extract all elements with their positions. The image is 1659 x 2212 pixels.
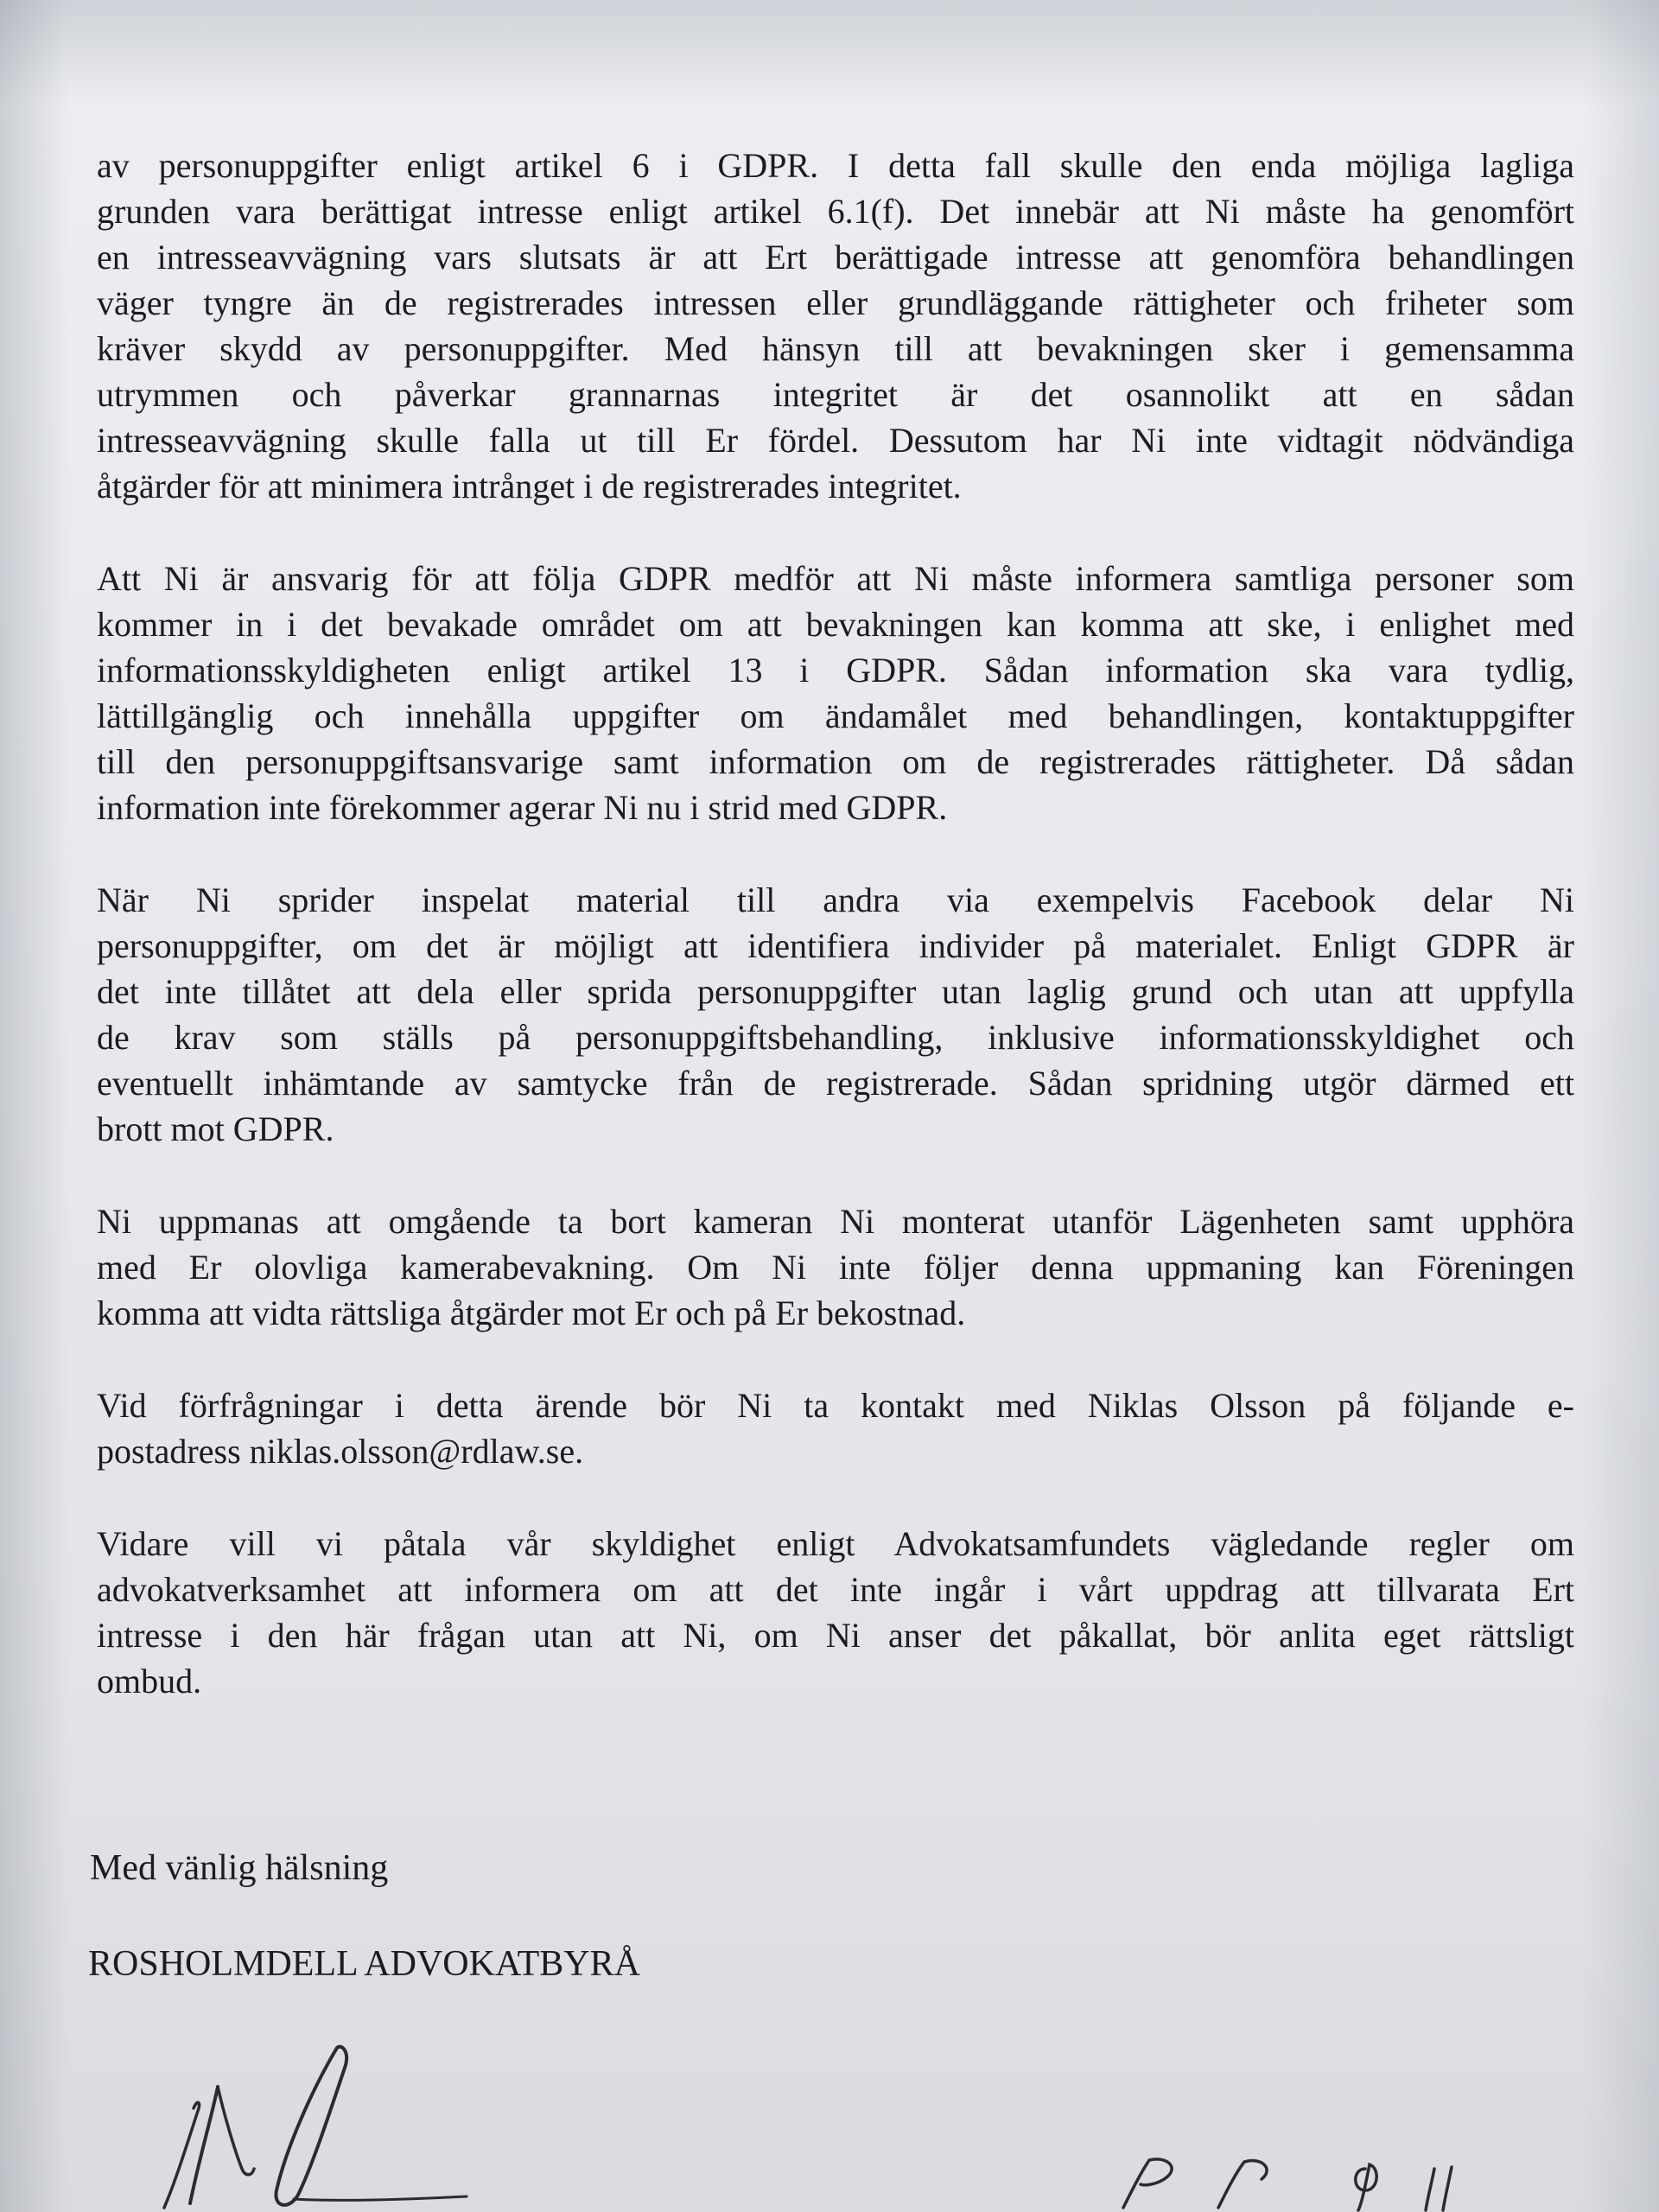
letter-paragraph <box>97 1198 1574 1336</box>
paragraph-line: eventuellt inhämtande av samtycke från de registrerade. Sådan spridning utgör därmed ett <box>97 1064 1574 1103</box>
paragraph-line: åtgärder för att minimera intrånget i de registrerades integritet. <box>97 467 962 505</box>
closing-greeting: Med vänlig hälsning <box>90 1848 389 1888</box>
paragraph-line: en intresseavvägning vars slutsats är att Ert berättigade intresse att genomföra behandlingen <box>97 238 1574 276</box>
letter-body <box>97 143 1574 1751</box>
paragraph-line: advokatverksamhet att informera om att det inte ingår i vårt uppdrag att tillvarata Ert <box>97 1570 1574 1609</box>
paragraph-line: med Er olovliga kamerabevakning. Om Ni inte följer denna uppmaning kan Föreningen <box>97 1248 1574 1287</box>
letter-paragraph <box>97 1521 1574 1704</box>
paragraph-line: kräver skydd av personuppgifter. Med hänsyn till att bevakningen sker i gemensamma <box>97 329 1574 368</box>
paragraph-line: personuppgifter, om det är möjligt att identifiera individer på materialet. Enligt GDPR är <box>97 926 1574 965</box>
paragraph-line: grunden vara berättigat intresse enligt artikel 6.1(f). Det innebär att Ni måste ha genomfört <box>97 192 1574 231</box>
letter-paragraph <box>97 1382 1574 1474</box>
paragraph-line: komma att vidta rättsliga åtgärder mot Er och på Er bekostnad. <box>97 1294 966 1332</box>
paragraph-line: kommer in i det bevakade området om att bevakningen kan komma att ske, i enlighet med <box>97 605 1574 644</box>
paragraph-line: postadress niklas.olsson@rdlaw.se. <box>97 1432 584 1471</box>
paragraph-line: Vidare vill vi påtala vår skyldighet enligt Advokatsamfundets vägledande regler om <box>97 1524 1574 1563</box>
paragraph-line: till den personuppgiftsansvarige samt information om de registrerades rättigheter. Då sådan <box>97 742 1574 781</box>
paragraph-line: Ni uppmanas att omgående ta bort kameran Ni monterat utanför Lägenheten samt upphöra <box>97 1202 1574 1241</box>
paper-shadow-top <box>0 0 1659 104</box>
law-firm-name: ROSHOLMDELL ADVOKATBYRÅ <box>88 1944 640 1984</box>
paragraph-line: Vid förfrågningar i detta ärende bör Ni ta kontakt med Niklas Olsson på följande e- <box>97 1386 1574 1425</box>
handwritten-initials <box>1106 2152 1503 2212</box>
paragraph-line: informationsskyldigheten enligt artikel 13 i GDPR. Sådan information ska vara tydlig, <box>97 651 1574 690</box>
paragraph-line: det inte tillåtet att dela eller sprida personuppgifter utan laglig grund och utan att uppfylla <box>97 972 1574 1011</box>
paragraph-line: information inte förekommer agerar Ni nu i strid med GDPR. <box>97 788 948 827</box>
paragraph-line: de krav som ställs på personuppgiftsbehandling, inklusive informationsskyldighet och <box>97 1018 1574 1057</box>
paragraph-line: av personuppgifter enligt artikel 6 i GDPR. I detta fall skulle den enda möjliga lagliga <box>97 146 1574 185</box>
paragraph-line: väger tyngre än de registrerades intressen eller grundläggande rättigheter och friheter som <box>97 283 1574 322</box>
paragraph-line: brott mot GDPR. <box>97 1109 334 1148</box>
paragraph-line: När Ni sprider inspelat material till andra via exempelvis Facebook delar Ni <box>97 880 1574 919</box>
paragraph-line: lättillgänglig och innehålla uppgifter om ändamålet med behandlingen, kontaktuppgifter <box>97 696 1574 735</box>
paper-shadow-right <box>1581 0 1659 2212</box>
paragraph-line: intresse i den här frågan utan att Ni, om Ni anser det påkallat, bör anlita eget rättsligt <box>97 1616 1574 1655</box>
letter-paragraph <box>97 143 1574 509</box>
letter-paragraph <box>97 877 1574 1152</box>
letter-paragraph <box>97 556 1574 830</box>
handwritten-signature <box>138 2039 501 2212</box>
paragraph-line: intresseavvägning skulle falla ut till Er fördel. Dessutom har Ni inte vidtagit nödvändiga <box>97 421 1574 460</box>
paragraph-line: utrymmen och påverkar grannarnas integritet är det osannolikt att en sådan <box>97 375 1574 414</box>
paragraph-line: Att Ni är ansvarig för att följa GDPR medför att Ni måste informera samtliga personer som <box>97 559 1574 598</box>
paper-shadow-left <box>0 0 69 2212</box>
paragraph-line: ombud. <box>97 1662 202 1700</box>
